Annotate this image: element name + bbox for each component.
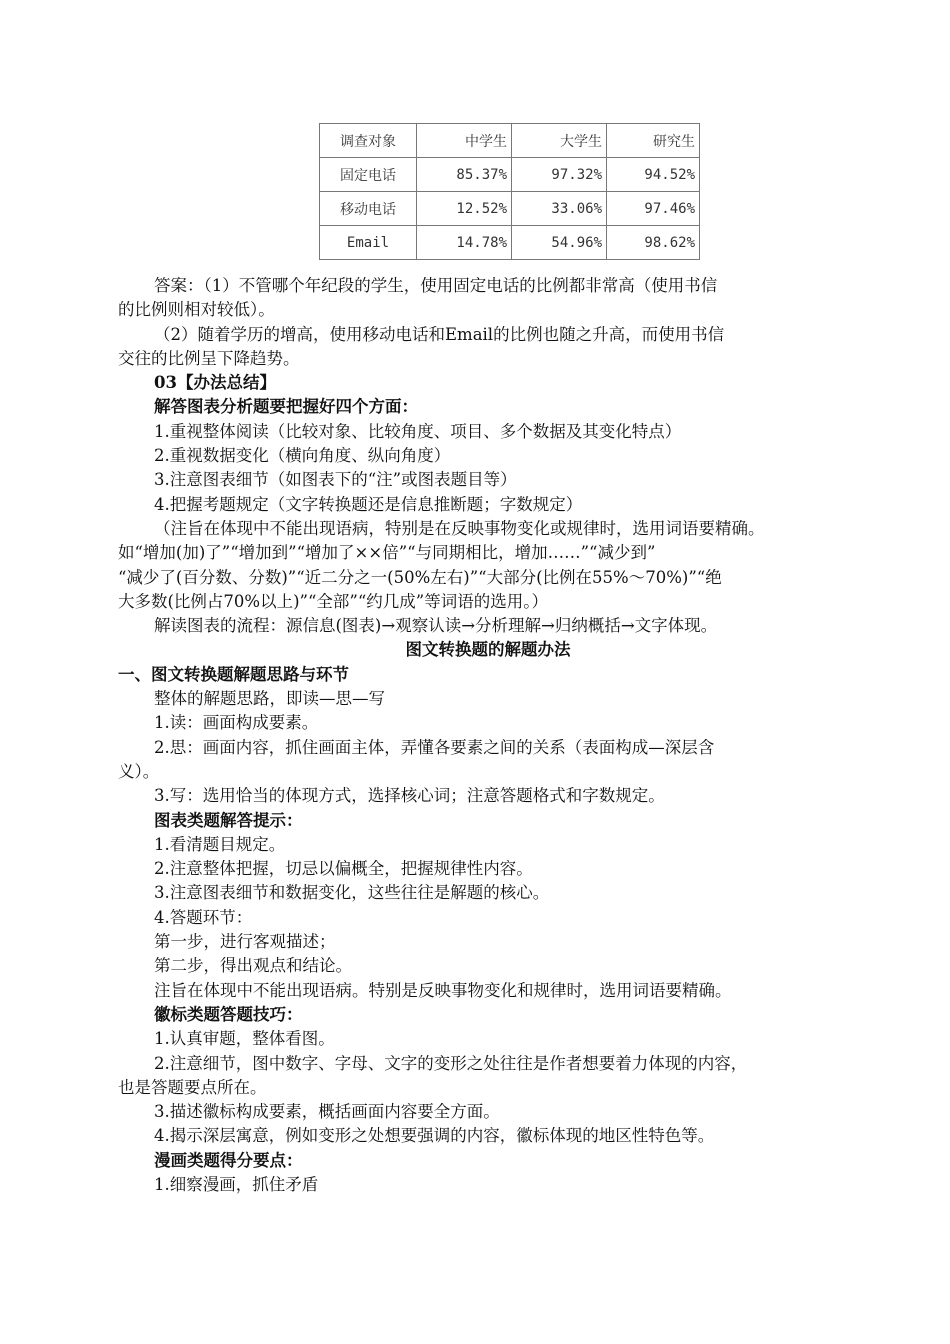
section-heading: 一、图文转换题解题思路与环节 [118,664,349,684]
table-cell: 33.06% [512,192,607,226]
table-cell: 85.37% [417,158,512,192]
section-heading: 03【办法总结】 [154,373,276,393]
list-item: 3.写：选用恰当的体现方式，选择核心词；注意答题格式和字数规定。 [154,786,665,806]
table-header-cell: 中学生 [417,124,512,158]
process-line: 解读图表的流程：源信息(图表)→观察认读→分析理解→归纳概括→文字体现。 [154,616,718,636]
table-row [320,226,700,260]
answer-line: 的比例则相对较低）。 [118,300,275,320]
subheading: 图表类题解答提示： [154,810,303,830]
list-item: 1.细察漫画，抓住矛盾 [154,1174,319,1194]
table-row [320,158,700,192]
table-cell: 14.78% [417,226,512,260]
list-item: 1.读：画面构成要素。 [154,713,319,733]
answer-line: 交往的比例呈下降趋势。 [118,348,300,368]
subheading: 漫画类题得分要点： [154,1150,303,1170]
list-item: 4.把握考题规定（文字转换题还是信息推断题；字数规定） [154,494,583,514]
list-item: 3.注意图表细节和数据变化，这些往往是解题的核心。 [154,883,550,903]
note-line: 如“增加(加)了”“增加到”“增加了××倍”“与同期相比，增加……”“减少到” [118,543,656,563]
table-header-cell: 大学生 [512,124,607,158]
list-item: 2.注意细节，图中数字、字母、文字的变形之处往往是作者想要着力体现的内容， [154,1053,748,1073]
table-cell: 固定电话 [320,158,417,192]
list-item: 4.答题环节： [154,907,253,927]
note-line: “减少了(百分数、分数)”“近二分之一(50%左右)”“大部分(比例在55%～70%)”“绝 [118,567,722,587]
table-header-cell: 调查对象 [320,124,417,158]
table-cell: Email [320,226,417,260]
list-item: 1.重视整体阅读（比较对象、比较角度、项目、多个数据及其变化特点） [154,421,682,441]
table-cell: 97.32% [512,158,607,192]
list-item: 2.思：画面内容，抓住画面主体，弄懂各要素之间的关系（表面构成—深层含 [154,737,715,757]
document-body [118,274,858,1197]
table-header-row [320,124,700,158]
step-line: 第二步，得出观点和结论。 [154,956,352,976]
note-line: （注旨在体现中不能出现语病，特别是在反映事物变化或规律时，选用词语要精确。 [154,518,765,538]
table-header-cell: 研究生 [607,124,700,158]
table-cell: 94.52% [607,158,700,192]
table-cell: 97.46% [607,192,700,226]
subheading: 解答图表分析题要把握好四个方面： [154,397,418,417]
list-item: 1.看清题目规定。 [154,834,286,854]
table-cell: 54.96% [512,226,607,260]
list-item: 3.注意图表细节（如图表下的“注”或图表题目等） [154,470,517,490]
table-cell: 12.52% [417,192,512,226]
list-item: 3.描述徽标构成要素，概括画面内容要全方面。 [154,1102,500,1122]
body-line: 注旨在体现中不能出现语病。特别是反映事物变化和规律时，选用词语要精确。 [154,980,732,1000]
table-cell: 98.62% [607,226,700,260]
list-item: 2.注意整体把握，切忌以偏概全，把握规律性内容。 [154,859,533,879]
subheading: 徽标类题答题技巧： [154,1004,303,1024]
note-line: 大多数(比例占70%以上)”“全部”“约几成”等词语的选用。） [118,591,548,611]
list-item: 也是答题要点所在。 [118,1077,267,1097]
table-cell: 移动电话 [320,192,417,226]
step-line: 第一步，进行客观描述； [154,932,336,952]
list-item: 义）。 [118,761,160,781]
list-item: 1.认真审题，整体看图。 [154,1029,335,1049]
answer-line: 答案：（1）不管哪个年纪段的学生，使用固定电话的比例都非常高（使用书信 [154,276,718,295]
list-item: 4.揭示深层寓意，例如变形之处想要强调的内容，徽标体现的地区性特色等。 [154,1126,715,1146]
survey-table [319,123,700,260]
body-line: 整体的解题思路，即读—思—写 [154,689,385,709]
answer-line: （2）随着学历的增高，使用移动电话和Email的比例也随之升高，而使用书信 [154,324,725,344]
table-row [320,192,700,226]
section-title: 图文转换题的解题办法 [405,640,571,660]
list-item: 2.重视数据变化（横向角度、纵向角度） [154,446,451,466]
